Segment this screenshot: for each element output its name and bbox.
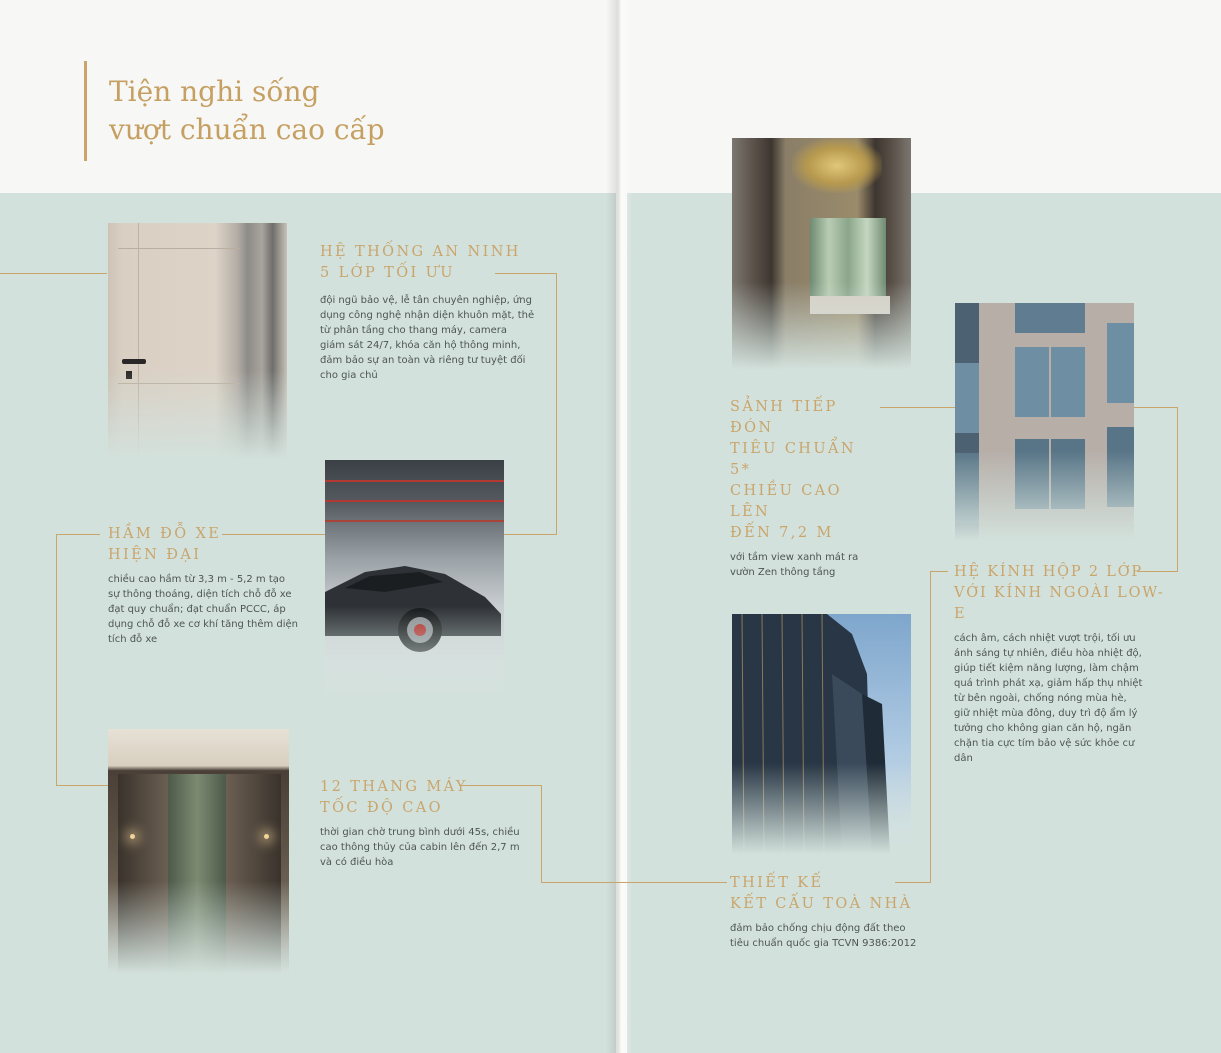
heading-line: CHIỀU CAO LÊN (730, 483, 842, 520)
connector-line (56, 534, 100, 535)
feature-description: đội ngũ bảo vệ, lễ tân chuyên nghiệp, ứng dụng công nghệ nhận diện khuôn mặt, thẻ từ phân tầng cho thang máy, camera giám sát 24/7, khóa căn hộ thông minh, đảm bảo sự an toàn và riêng tư tuyệt đối cho gia chủ (320, 295, 535, 381)
elevator-center-panel (168, 774, 226, 974)
page-title-line2: vượt chuẩn cao cấp (109, 113, 385, 146)
feature-parking (108, 524, 298, 647)
heading-line: TỐC ĐỘ CAO (320, 800, 443, 816)
feature-heading (320, 777, 520, 819)
door-photo (108, 223, 287, 460)
feature-description: chiều cao hầm từ 3,3 m - 5,2 m tạo sự thông thoáng, diện tích chỗ đỗ xe đạt quy chuẩn; đạt chuẩn PCCC, áp dụng chỗ đỗ xe cơ khí tăng thêm diện tích đỗ xe (108, 574, 299, 645)
door-panel-seam (118, 383, 240, 384)
connector-line (930, 571, 931, 883)
door-lock (126, 371, 132, 379)
heading-line: HIỆN ĐẠI (108, 547, 202, 563)
wall-light (264, 834, 269, 839)
reception-desk (810, 296, 890, 314)
feature-glass (954, 562, 1169, 766)
waterfall-feature (810, 218, 886, 314)
door-panel-seam (138, 223, 139, 460)
feature-heading (954, 562, 1169, 625)
heading-line: KẾT CẤU TOÀ NHÀ (730, 896, 913, 912)
parking-car-photo (325, 460, 504, 696)
heading-line: 12 THANG MÁY (320, 779, 468, 795)
elevator-photo (108, 729, 289, 974)
heading-line: ĐẾN 7,2 M (730, 525, 834, 541)
heading-line: VỚI KÍNH NGOÀI LOW-E (954, 585, 1165, 622)
connector-line (541, 882, 727, 883)
feature-elevator (320, 777, 520, 870)
feature-heading (730, 397, 880, 544)
feature-security (320, 242, 535, 383)
ceiling-beam (325, 520, 504, 522)
feature-description: với tầm view xanh mát ra vườn Zen thông tầng (730, 552, 859, 578)
tower-silhouette (732, 614, 911, 854)
connector-line (0, 273, 107, 274)
heading-line: HẦM ĐỖ XE (108, 526, 222, 542)
feature-heading (108, 524, 298, 566)
heading-line: 5 LỚP TỐI ƯU (320, 265, 455, 281)
glass-facade-photo (955, 303, 1134, 541)
door-handle (122, 359, 146, 364)
connector-line (56, 785, 108, 786)
feature-heading (730, 873, 920, 915)
connector-line (56, 534, 57, 786)
feature-heading (320, 242, 535, 284)
feature-description: thời gian chờ trung bình dưới 45s, chiều cao thông thủy của cabin lên đến 2,7 m và có điều hòa (320, 827, 520, 868)
ceiling-beam (325, 500, 504, 502)
heading-line: TIÊU CHUẨN 5* (730, 441, 856, 478)
connector-line (880, 407, 956, 408)
feature-description: đảm bảo chống chịu động đất theo tiêu chuẩn quốc gia TCVN 9386:2012 (730, 923, 917, 949)
wall-light (130, 834, 135, 839)
elevator-door-left (118, 774, 168, 974)
feature-description: cách âm, cách nhiệt vượt trội, tối ưu ánh sáng tự nhiên, điều hòa nhiệt độ, giúp tiết kiệm năng lượng, làm chậm quá trình phát xạ, giảm hấp thụ nhiệt từ bên ngoài, chống nóng mùa hè, giữ nhiệt mùa đông, duy trì độ ẩm lý tưởng cho không gian căn hộ, ngăn chặn tia cực tím bảo vệ sức khỏe cư dân (954, 633, 1143, 764)
heading-line: SẢNH TIẾP ĐÓN (730, 399, 838, 436)
feature-lobby (730, 397, 880, 580)
tower-photo (732, 614, 911, 854)
connector-line (930, 571, 948, 572)
ceiling-beam (325, 480, 504, 482)
page-gutter (606, 0, 632, 1053)
door-panel-seam (118, 248, 240, 249)
elevator-door-right (226, 774, 281, 974)
heading-line: HỆ KÍNH HỘP 2 LỚP (954, 564, 1143, 580)
page-title (109, 73, 385, 149)
page-title-line1: Tiện nghi sống (109, 75, 320, 108)
lobby-photo (732, 138, 911, 370)
window-grid (955, 303, 1134, 541)
connector-line (541, 785, 542, 883)
title-accent-bar (84, 61, 87, 161)
connector-line (1177, 407, 1178, 572)
connector-line (556, 273, 557, 535)
feature-structure (730, 873, 920, 951)
chandelier (792, 138, 882, 193)
connector-line (1133, 407, 1178, 408)
car-silhouette (325, 552, 504, 662)
heading-line: THIẾT KẾ (730, 875, 824, 891)
heading-line: HỆ THỐNG AN NINH (320, 244, 521, 260)
